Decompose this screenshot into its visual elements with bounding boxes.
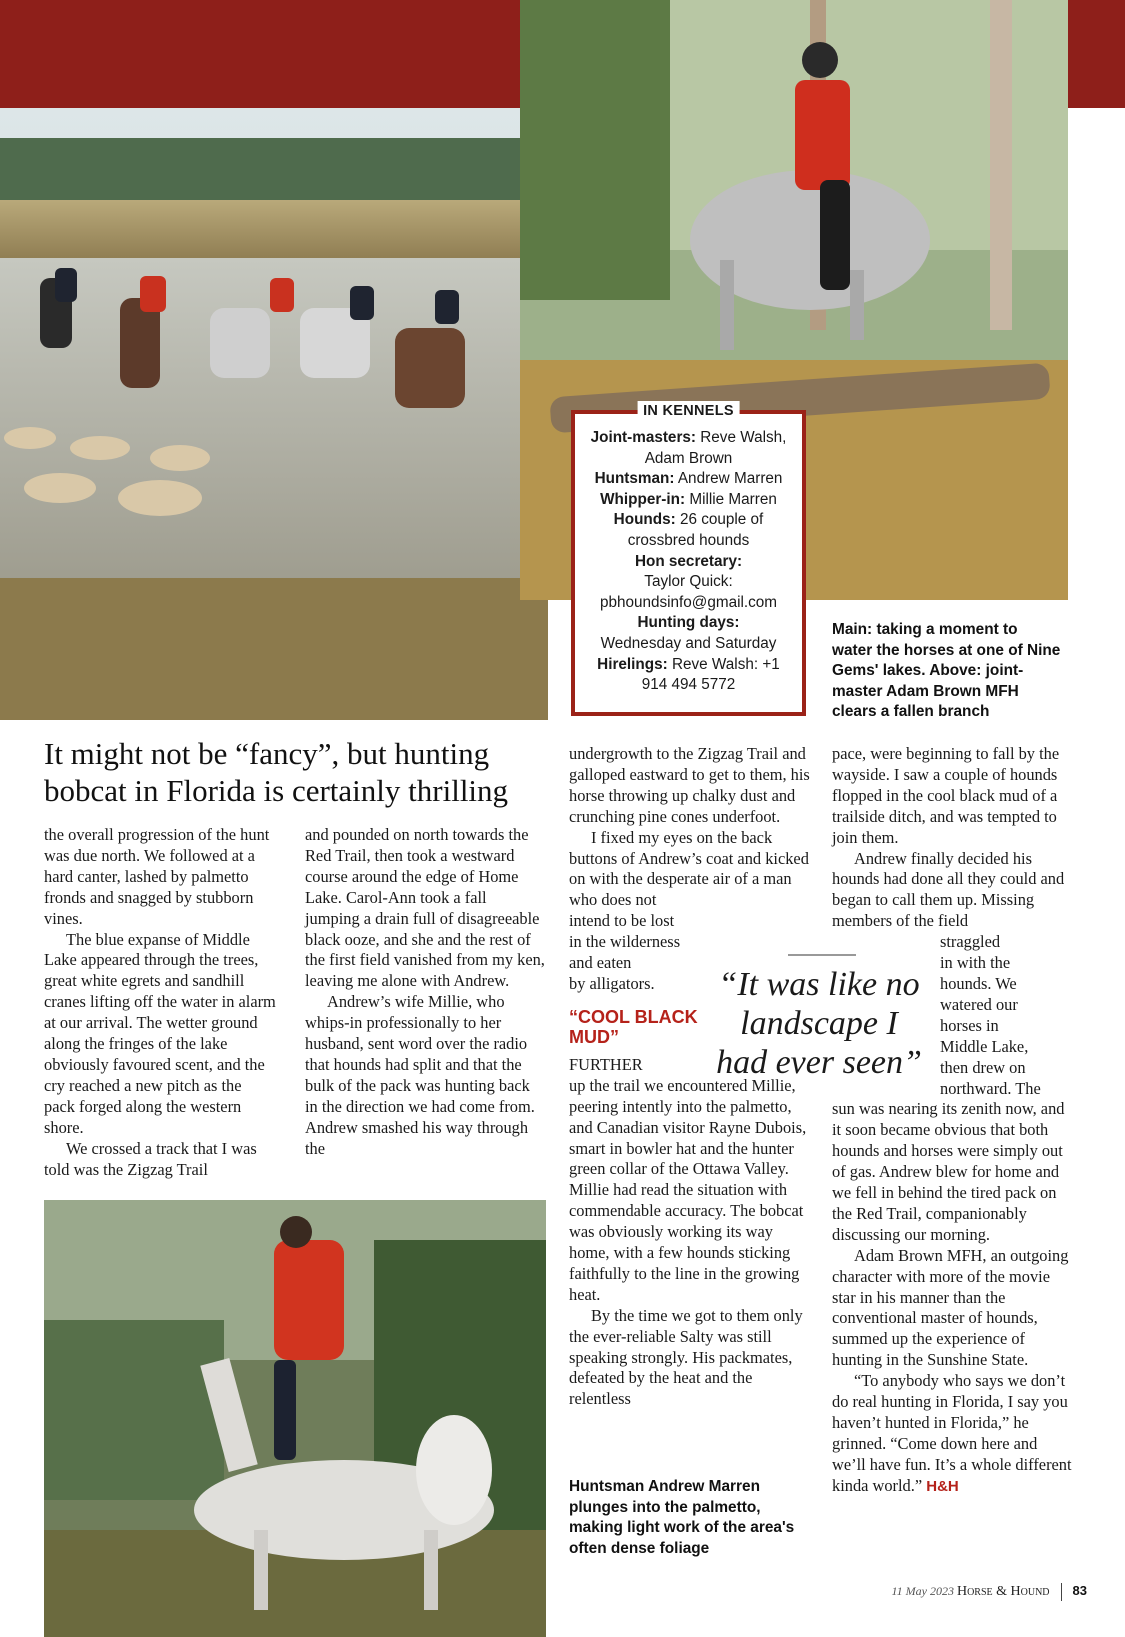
main-photo-lake-hunt [0,108,548,720]
body-paragraph: the overall progression of the hunt was due north. We followed at a hard canter, lashed by palmetto fronds and snagged by stubborn vines. [44,825,270,928]
photo-huntsman-palmetto [44,1200,546,1637]
kennels-value: Andrew Marren [674,470,783,488]
closing-quote-text: “To anybody who says we don’t do real hunting in Florida, I say you haven’t hunted in Florida,” he grinned. “Come down here and we’ll have fun. It’s a whole different kinda world.” [832,1371,1072,1495]
kennels-line [583,531,794,552]
kennels-line [583,675,794,696]
body-line: in with the [940,953,1011,973]
kennels-label: Whipper-in: [600,490,686,508]
in-kennels-box [571,403,806,716]
kennels-value: Adam Brown [644,449,733,467]
lower-photo-caption: Huntsman Andrew Marren plunges into the palmetto, making light work of the area's often dense foliage [569,1478,795,1557]
kennels-line [583,490,794,511]
body-line: northward. The [940,1078,1041,1098]
kennels-label: Hon secretary: [634,552,743,570]
kennels-line [583,510,794,531]
kennels-value: 914 494 5772 [641,676,736,694]
kennels-label: Hounds: [613,511,676,529]
body-paragraph: pace, were beginning to fall by the wayside. I saw a couple of hounds flopped in the cool black mud of a trailside ditch, and was tempted to join them. [832,744,1060,847]
main-photo-caption: Main: taking a moment to water the horses at one of Nine Gems' lakes. Above: joint-master Adam Brown MFH clears a fallen branch [832,621,1061,721]
kennels-line [583,469,794,490]
body-paragraph: undergrowth to the Zigzag Trail and galloped eastward to get to them, his horse throwing up chalky dust and crunching pine cones underfoot. [569,744,810,826]
body-line: then drew on [940,1057,1026,1077]
kennels-value: Wednesday and Saturday [600,634,777,652]
body-paragraph: Adam Brown MFH, an outgoing character with more of the movie star in his manner than the conventional master of hounds, summed up the experience of hunting in the Sunshine State. [832,1245,1069,1370]
in-kennels-details [583,428,794,696]
section-lead-word: FURTHER [569,1054,643,1074]
body-paragraph: sun was nearing its zenith now, and it soon became obvious that both hounds and horses were simply out of gas. Andrew blew for home and we fell in behind the tired pack on the Red Trail, companionably discussing our morning. [832,1099,1065,1244]
kennels-label: Hunting days: [637,614,740,632]
body-paragraph [832,1371,1072,1497]
kennels-value: Taylor Quick: [644,573,733,591]
body-paragraph: Andrew’s wife Millie, who whips-in professionally to her husband, sent word over the radio that hounds had split and that the bulk of the pack was hunting back in the direction we had come from. Andrew smashed his way through the [305,992,535,1158]
body-paragraph: up the trail we encountered Millie, peering intently into the palmetto, and Canadian visitor Rayne Dubois, smart in bowler hat and the hunter green collar of the Ottawa Valley. Millie had read the situation with commendable accuracy. The bobcat was obviously working its way home, with a few hounds sticking faithfully to the line in the growing heat. [569,1075,807,1304]
body-paragraph: We crossed a track that I was told was the Zigzag Trail [44,1138,257,1179]
body-line: horses in [940,1015,999,1035]
kennels-value: Reve Walsh: +1 [667,655,780,673]
page-number: 83 [1072,1583,1087,1598]
kennels-value: Millie Marren [685,490,777,508]
section-subhead: “COOL BLACK MUD” [569,1006,698,1047]
kennels-value: crossbred hounds [627,531,750,549]
kennels-line [583,428,794,449]
kennels-value: Reve Walsh, [696,429,787,446]
kennels-line [583,613,794,634]
in-kennels-title: IN KENNELS [637,401,740,422]
body-line: by alligators. [569,973,655,993]
kennels-line [583,572,794,593]
footer-divider [1061,1583,1062,1601]
kennels-label: Joint-masters: [590,429,696,446]
pullquote: “It was like no landscape I had ever seen” [716,966,922,1081]
body-line: intend to be lost [569,911,675,931]
body-line: Middle Lake, [940,1036,1029,1056]
body-paragraph: By the time we got to them only the ever-reliable Salty was still speaking strongly. His packmates, defeated by the heat and the relentless [569,1305,803,1409]
page-footer [892,1583,1087,1601]
kennels-line [583,449,794,470]
body-line: and eaten [569,953,632,973]
kennels-value: 26 couple of [675,511,764,529]
pullquote-rule [788,954,856,956]
body-column-4 [832,744,1072,1498]
kennels-value: pbhoundsinfo@gmail.com [599,593,778,611]
kennels-label: Hirelings: [597,655,668,673]
article-headline: It might not be “fancy”, but hunting bobcat in Florida is certainly thrilling [44,736,509,808]
body-paragraph: Andrew finally decided his hounds had done all they could and began to call them up. Missing members of the field [832,848,1065,931]
kennels-line [583,593,794,614]
body-column-1 [44,825,276,1180]
signoff-mark: H&H [926,1477,959,1495]
body-paragraph: I fixed my eyes on the back buttons of Andrew’s coat and kicked on with the desperate air of a man who does not [569,827,809,910]
body-line: straggled [940,932,1001,952]
body-line: hounds. We [940,973,1017,993]
kennels-line [583,655,794,676]
body-line: in the wilderness [569,932,681,952]
magazine-name: Horse & Hound [956,1584,1050,1599]
kennels-line [583,634,794,655]
kennels-label: Huntsman: [594,470,675,488]
body-line: watered our [940,994,1018,1014]
body-column-2 [305,825,545,1160]
body-paragraph: The blue expanse of Middle Lake appeared through the trees, great white egrets and sandhill cranes lifting off the water in alarm at our arrival. The wetter ground along the fringes of the lake obviously favoured scent, and the cry reached a new pitch as the pack forged along the western shore. [44,929,276,1137]
kennels-line [583,552,794,573]
body-paragraph: and pounded on north towards the Red Trail, then took a westward course around the edge of Home Lake. Carol-Ann took a fall jumping a drain full of disagreeable black ooze, and she and the rest of the first field vanished from my ken, leaving me alone with Andrew. [305,825,545,991]
issue-date: 11 May 2023 [891,1584,954,1598]
